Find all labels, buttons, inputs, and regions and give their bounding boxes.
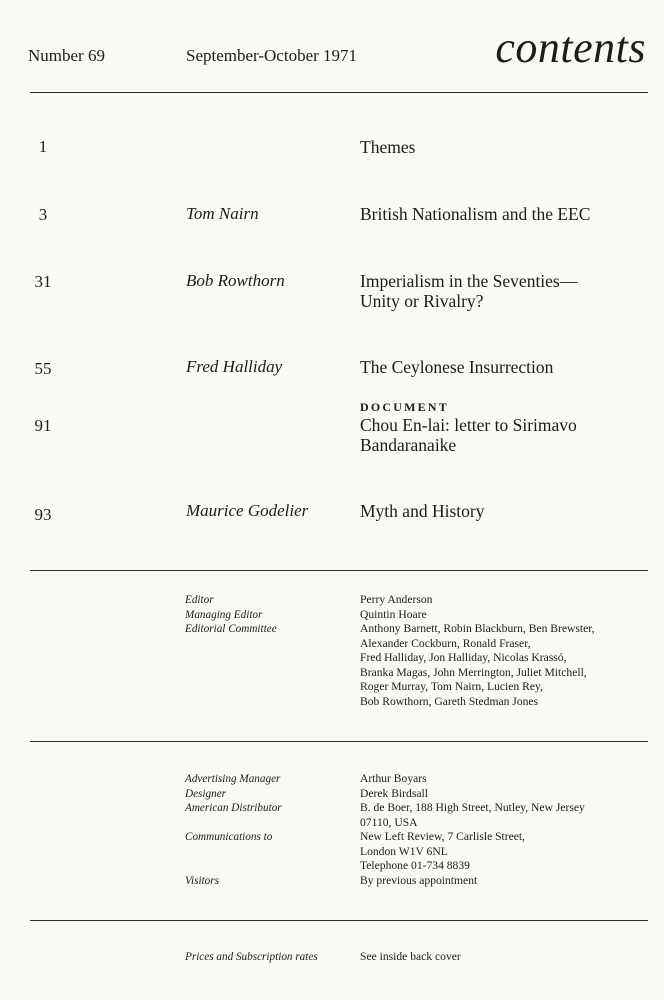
editor-label: Editor	[185, 594, 214, 606]
prices-label: Prices and Subscription rates	[185, 951, 318, 963]
page-title: contents	[495, 23, 646, 72]
committee-line: Fred Halliday, Jon Halliday, Nicolas Krassó,	[360, 651, 567, 664]
american-distributor-label: American Distributor	[185, 802, 282, 814]
visitors-value: By previous appointment	[360, 873, 478, 887]
toc-author: Fred Halliday	[186, 357, 283, 376]
toc-page-number: 3	[38, 205, 48, 224]
toc-title-line: Unity or Rivalry?	[360, 291, 484, 311]
toc-title-line: Themes	[360, 137, 416, 157]
toc-title[interactable]	[360, 271, 577, 311]
toc-title-line: Imperialism in the Seventies—	[360, 271, 578, 291]
communications-address-line: London W1V 6NL	[360, 844, 448, 858]
distributor-address-line: 07110, USA	[360, 815, 418, 829]
business-values	[360, 772, 585, 888]
advertising-manager-name: Arthur Boyars	[360, 772, 427, 785]
editorial-committee-label: Editorial Committee	[185, 623, 277, 635]
toc-title-line: Chou En-lai: letter to Sirimavo	[360, 415, 577, 435]
toc-page-number: 91	[34, 416, 52, 435]
prices-value: See inside back cover	[360, 950, 461, 963]
toc-author: Bob Rowthorn	[186, 271, 285, 290]
toc-page-number: 31	[34, 272, 52, 291]
document-label: DOCUMENT	[360, 400, 449, 414]
issue-date: September-October 1971	[186, 46, 358, 65]
editorial-values	[360, 593, 595, 709]
toc-title[interactable]	[360, 204, 590, 224]
header-divider	[30, 92, 648, 93]
committee-line: Branka Magas, John Merrington, Juliet Mitchell,	[360, 665, 587, 679]
toc-divider	[30, 570, 648, 571]
toc-title-line: The Ceylonese Insurrection	[360, 357, 554, 377]
toc-title[interactable]	[360, 357, 553, 377]
committee-line: Anthony Barnett, Robin Blackburn, Ben Brewster,	[360, 622, 595, 635]
committee-line: Alexander Cockburn, Ronald Fraser,	[360, 636, 531, 650]
editorial-divider	[30, 741, 648, 742]
visitors-label: Visitors	[185, 874, 219, 887]
toc-title[interactable]	[360, 415, 577, 455]
advertising-manager-label: Advertising Manager	[185, 773, 281, 785]
toc-page-number: 1	[38, 137, 48, 156]
issue-number: Number 69	[28, 46, 105, 65]
telephone-number: Telephone 01-734 8839	[360, 859, 470, 872]
toc-author: Tom Nairn	[186, 204, 259, 223]
toc-title-line: Bandaranaike	[360, 435, 457, 455]
designer-label: Designer	[185, 787, 227, 800]
toc-title-line: British Nationalism and the EEC	[360, 204, 591, 224]
editorial-labels	[185, 593, 277, 637]
committee-line: Roger Murray, Tom Nairn, Lucien Rey,	[360, 680, 543, 693]
managing-editor-label: Managing Editor	[185, 608, 263, 621]
business-labels	[185, 772, 282, 888]
toc-title[interactable]	[360, 501, 484, 521]
communications-address-line: New Left Review, 7 Carlisle Street,	[360, 830, 526, 843]
designer-name: Derek Birdsall	[360, 786, 428, 800]
toc-page-number: 55	[34, 359, 52, 378]
toc-title-line: Myth and History	[360, 501, 485, 521]
toc-title[interactable]	[360, 137, 415, 157]
toc-author: Maurice Godelier	[186, 501, 309, 520]
toc-page-number: 93	[34, 505, 52, 524]
editor-name: Perry Anderson	[360, 593, 433, 606]
distributor-address-line: B. de Boer, 188 High Street, Nutley, New Jersey	[360, 801, 585, 814]
committee-line: Bob Rowthorn, Gareth Stedman Jones	[360, 694, 539, 708]
managing-editor-name: Quintin Hoare	[360, 607, 427, 621]
communications-label: Communications to	[185, 831, 273, 843]
business-divider	[30, 920, 648, 921]
